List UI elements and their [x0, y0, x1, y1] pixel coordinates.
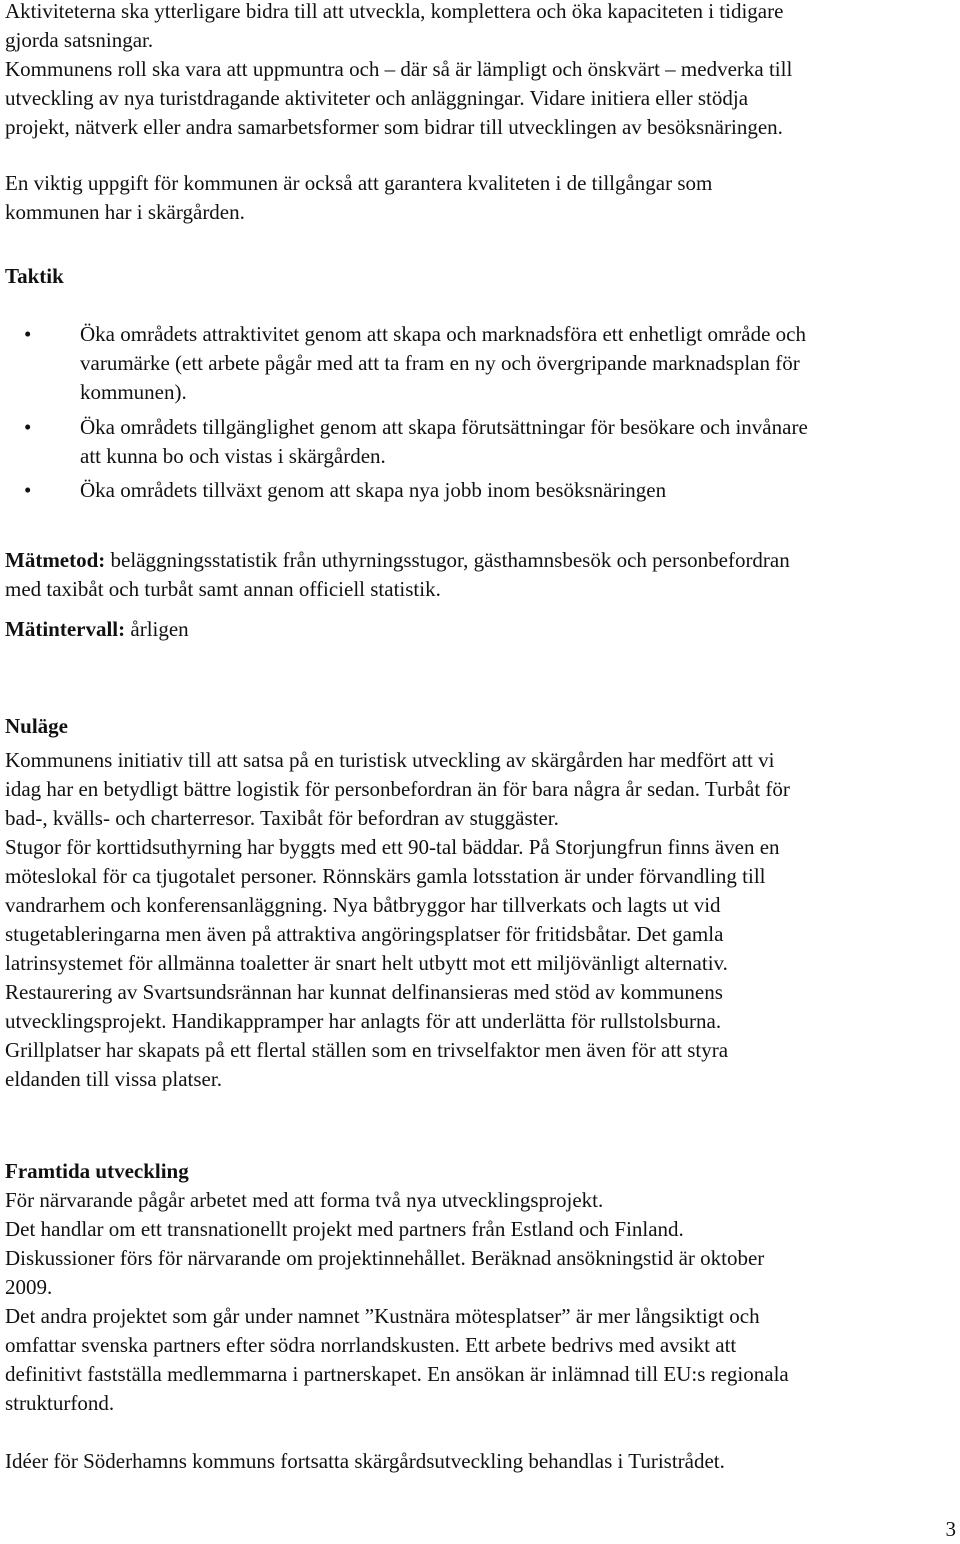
matmetod-label: Mätmetod: [5, 548, 106, 572]
closing-paragraph: Idéer för Söderhamns kommuns fortsatta skärgårdsutveckling behandlas i Turistrådet. [5, 1449, 725, 1473]
list-item [5, 413, 955, 471]
text-line: strukturfond. [5, 1391, 115, 1415]
document-page [5, 0, 955, 1476]
text-line: Kommunens initiativ till att satsa på en turistisk utveckling av skärgården har medfört att vi [5, 748, 775, 772]
matmetod-text: beläggningsstatistik från uthyrningsstugor, gästhamnsbesök och personbefordran [110, 548, 790, 572]
text-line: stugetableringarna men även på attraktiva angöringsplatser för fritidsbåtar. Det gamla [5, 922, 724, 946]
bullet-icon: • [24, 415, 32, 439]
text-line: att kunna bo och vistas i skärgården. [80, 444, 386, 468]
text-line: Stugor för korttidsuthyrning har byggts med ett 90-tal bäddar. På Storjungfrun finns även en [5, 835, 780, 859]
framtida-paragraph [5, 1186, 955, 1418]
text-line: vandrarhem och konferensanläggning. Nya båtbryggor har tillverkats och lagts ut vid [5, 893, 721, 917]
text-line: Öka områdets tillväxt genom att skapa nya jobb inom besöksnäringen [80, 478, 667, 502]
framtida-heading: Framtida utveckling [5, 1159, 189, 1183]
text-line: eldanden till vissa platser. [5, 1067, 222, 1091]
bullet-icon: • [24, 322, 32, 346]
nulage-heading: Nuläge [5, 714, 68, 738]
text-line: 2009. [5, 1275, 53, 1299]
text-line: kommunen). [80, 380, 187, 404]
text-line: Diskussioner förs för närvarande om projektinnehållet. Beräknad ansökningstid är oktober [5, 1246, 765, 1270]
text-line: Det andra projektet som går under namnet ”Kustnära mötesplatser” är mer långsiktigt och [5, 1304, 760, 1328]
text-line: idag har en betydligt bättre logistik för personbefordran än för bara några år sedan. Turbåt för [5, 777, 790, 801]
matmetod-paragraph [5, 546, 955, 604]
text-line: Grillplatser har skapats på ett flertal ställen som en trivselfaktor men även för att styra [5, 1038, 729, 1062]
text-line: Kommunens roll ska vara att uppmuntra och – där så är lämpligt och önskvärt – medverka till [5, 57, 793, 81]
intro-paragraph-1 [5, 0, 955, 142]
list-item [5, 320, 955, 407]
nulage-paragraph [5, 746, 955, 1094]
text-line: Aktiviteterna ska ytterligare bidra till att utveckla, komplettera och öka kapaciteten i tidigare [5, 0, 784, 23]
taktik-heading: Taktik [5, 264, 64, 288]
text-line: med taxibåt och turbåt samt annan officiell statistik. [5, 577, 441, 601]
page-number: 3 [945, 1517, 956, 1541]
text-line: utvecklingsprojekt. Handikappramper har anlagts för att underlätta för rullstolsburna. [5, 1009, 722, 1033]
text-line: utveckling av nya turistdragande aktiviteter och anläggningar. Vidare initiera eller stödja [5, 86, 749, 110]
bullet-icon: • [24, 478, 32, 502]
text-line: projekt, nätverk eller andra samarbetsformer som bidrar till utvecklingen av besöksnäringen. [5, 115, 783, 139]
taktik-list [5, 320, 955, 505]
text-line: kommunen har i skärgården. [5, 200, 245, 224]
intro-paragraph-2 [5, 169, 955, 227]
list-item [5, 476, 955, 505]
text-line: En viktig uppgift för kommunen är också att garantera kvaliteten i de tillgångar som [5, 171, 713, 195]
matintervall-value: årligen [130, 617, 189, 641]
text-line: gjorda satsningar. [5, 28, 154, 52]
text-line: bad-, kvälls- och charterresor. Taxibåt för befordran av stuggäster. [5, 806, 559, 830]
text-line: Det handlar om ett transnationellt projekt med partners från Estland och Finland. [5, 1217, 684, 1241]
text-line: För närvarande pågår arbetet med att forma två nya utvecklingsprojekt. [5, 1188, 604, 1212]
matintervall-label: Mätintervall: [5, 617, 126, 641]
matintervall-paragraph [5, 615, 955, 644]
text-line: Restaurering av Svartsundsrännan har kunnat delfinansieras med stöd av kommunens [5, 980, 723, 1004]
text-line: latrinsystemet för allmänna toaletter är snart helt utbytt mot ett miljövänligt alternativ. [5, 951, 728, 975]
text-line: Öka områdets tillgänglighet genom att skapa förutsättningar för besökare och invånare [80, 415, 808, 439]
text-line: varumärke (ett arbete pågår med att ta fram en ny och övergripande marknadsplan för [80, 351, 800, 375]
text-line: omfattar svenska partners efter södra norrlandskusten. Ett arbete bedrivs med avsikt att [5, 1333, 737, 1357]
text-line: möteslokal för ca tjugotalet personer. Rönnskärs gamla lotsstation är under förvandling till [5, 864, 766, 888]
text-line [5, 546, 955, 575]
text-line: definitivt fastställa medlemmarna i partnerskapet. En ansökan är inlämnad till EU:s regionala [5, 1362, 789, 1386]
text-line: Öka områdets attraktivitet genom att skapa och marknadsföra ett enhetligt område och [80, 322, 806, 346]
